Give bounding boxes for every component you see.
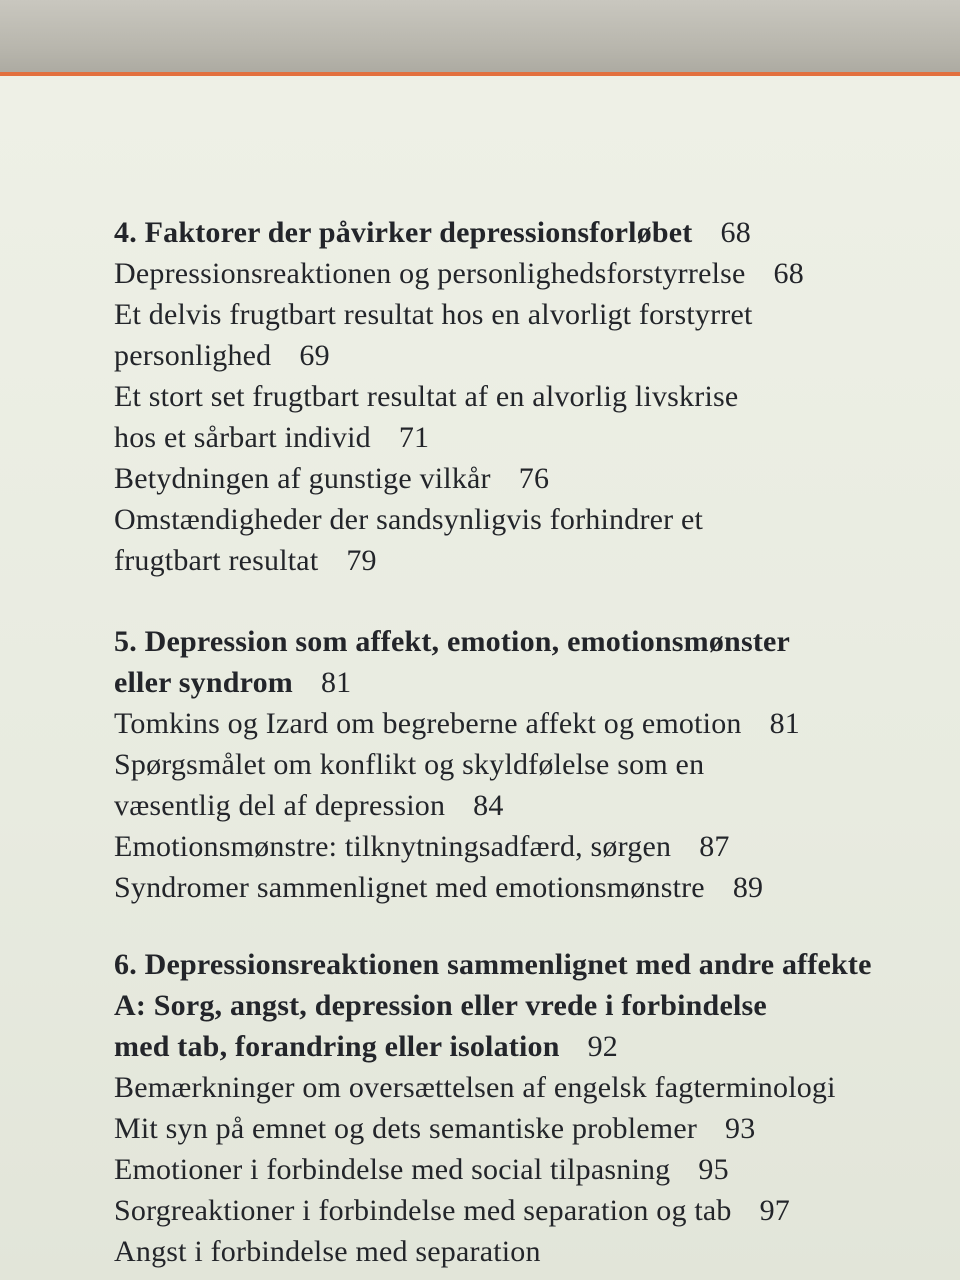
entry-title: Omstændigheder der sandsynligvis forhindrer et [114, 503, 704, 536]
entry-title: Et stort set frugtbart resultat af en alvorlig livskrise [114, 380, 739, 413]
entry-title: Syndromer sammenlignet med emotionsmønstre [114, 871, 705, 904]
toc-entry [114, 744, 960, 785]
entry-page: 89 [732, 871, 764, 904]
toc-entry [114, 867, 960, 908]
entry-page: 81 [320, 666, 352, 699]
entry-page: 92 [587, 1030, 619, 1063]
entry-page: 87 [699, 830, 730, 863]
toc-entry [114, 458, 960, 499]
chapter-heading [114, 662, 960, 703]
toc-entry [114, 540, 960, 581]
entry-page: 71 [398, 421, 430, 454]
entry-title: Tomkins og Izard om begreberne affekt og emotion [114, 707, 742, 740]
section-gap [114, 581, 960, 621]
entry-page: 97 [759, 1194, 791, 1227]
toc-entry [114, 1190, 960, 1231]
book-page [0, 76, 960, 1280]
entry-page: 95 [698, 1153, 729, 1186]
entry-title: Emotionsmønstre: tilknytningsadfærd, sørgen [114, 830, 672, 863]
entry-title: frugtbart resultat [114, 544, 319, 577]
toc-entry [114, 417, 960, 458]
entry-title: Emotioner i forbindelse med social tilpasning [114, 1153, 671, 1186]
toc-entry [114, 1231, 960, 1272]
table-of-contents [114, 212, 960, 1272]
chapter-heading [114, 1026, 960, 1067]
entry-title: Sorgreaktioner i forbindelse med separation og tab [114, 1194, 732, 1227]
chapter-heading [114, 212, 960, 253]
entry-page: 68 [720, 216, 751, 249]
toc-entry [114, 1108, 960, 1149]
entry-title: 6. Depressionsreaktionen sammenlignet med andre affekte [114, 948, 872, 981]
entry-title: Depressionsreaktionen og personlighedsforstyrrelse [114, 257, 746, 290]
toc-entry [114, 1067, 960, 1108]
entry-title: Betydningen af gunstige vilkår [114, 462, 491, 495]
entry-page: 84 [473, 789, 504, 822]
toc-entry [114, 499, 960, 540]
entry-page: 81 [769, 707, 800, 740]
entry-title: eller syndrom [114, 666, 293, 699]
entry-title: hos et sårbart individ [114, 421, 371, 454]
chapter-heading [114, 944, 960, 985]
toc-entry [114, 826, 960, 867]
toc-entry [114, 785, 960, 826]
entry-page: 68 [773, 257, 804, 290]
toc-entry [114, 703, 960, 744]
toc-entry [114, 376, 960, 417]
toc-entry [114, 253, 960, 294]
entry-page: 69 [299, 339, 330, 372]
entry-title: med tab, forandring eller isolation [114, 1030, 560, 1063]
entry-title: 4. Faktorer der påvirker depressionsforløbet [114, 216, 693, 249]
toc-entry [114, 335, 960, 376]
chapter-heading [114, 621, 960, 662]
background-surface [0, 0, 960, 80]
entry-page: 93 [725, 1112, 756, 1145]
entry-title: personlighed [114, 339, 272, 372]
entry-title: væsentlig del af depression [114, 789, 446, 822]
toc-entry [114, 294, 960, 335]
entry-title: A: Sorg, angst, depression eller vrede i forbindelse [114, 989, 767, 1022]
entry-page: 76 [518, 462, 550, 495]
toc-entry [114, 1149, 960, 1190]
entry-title: Mit syn på emnet og dets semantiske problemer [114, 1112, 698, 1145]
entry-title: 5. Depression som affekt, emotion, emotionsmønster [114, 625, 791, 658]
entry-title: Bemærkninger om oversættelsen af engelsk fagterminologi [114, 1071, 836, 1104]
section-gap [114, 908, 960, 944]
entry-title: Angst i forbindelse med separation [114, 1235, 541, 1268]
entry-page: 79 [346, 544, 377, 577]
chapter-heading [114, 985, 960, 1026]
entry-title: Spørgsmålet om konflikt og skyldfølelse som en [114, 748, 705, 781]
entry-title: Et delvis frugtbart resultat hos en alvorligt forstyrret [114, 298, 753, 331]
